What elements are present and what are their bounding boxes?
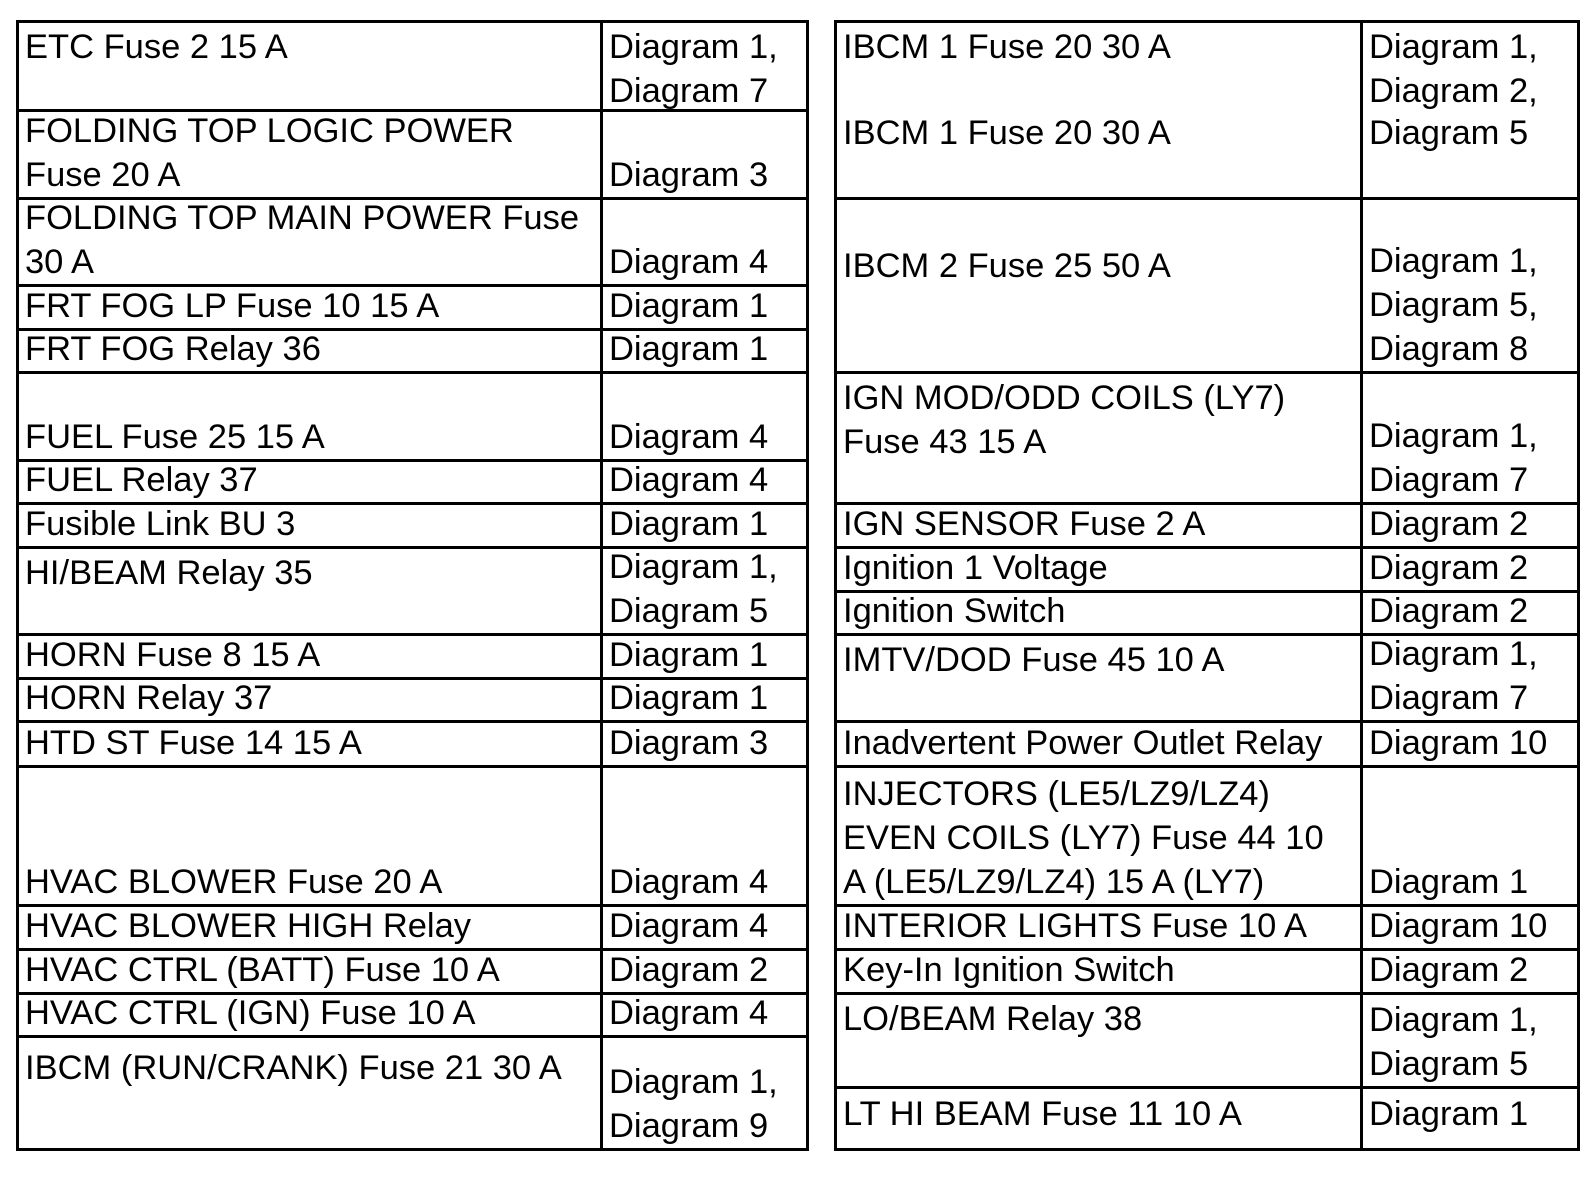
row-name: Key-In Ignition Switch bbox=[843, 951, 1175, 989]
table-row bbox=[837, 992, 1577, 1086]
row-diagram: Diagram 1 bbox=[609, 505, 769, 543]
row-diagram: Diagram 1, Diagram 7 bbox=[1369, 417, 1538, 499]
table-row bbox=[837, 904, 1577, 948]
table-row bbox=[19, 284, 806, 328]
table-row bbox=[837, 502, 1577, 546]
row-name: HORN Relay 37 bbox=[25, 679, 273, 717]
table-row bbox=[19, 765, 806, 904]
row-diagram: Diagram 2 bbox=[1369, 951, 1529, 989]
row-name: IBCM (RUN/CRANK) Fuse 21 30 A bbox=[25, 1049, 562, 1087]
table-row bbox=[19, 633, 806, 677]
row-name: INJECTORS (LE5/LZ9/LZ4) EVEN COILS (LY7) Fuse 44 10 A (LE5/LZ9/LZ4) 15 A (LY7) bbox=[843, 775, 1324, 901]
table-row bbox=[19, 23, 806, 109]
table-row bbox=[19, 459, 806, 502]
row-name: FOLDING TOP LOGIC POWER Fuse 20 A bbox=[25, 112, 514, 194]
row-diagram: Diagram 4 bbox=[609, 863, 769, 901]
row-diagram: Diagram 3 bbox=[609, 724, 769, 762]
row-diagram: Diagram 1 bbox=[609, 287, 769, 325]
row-name: FUEL Fuse 25 15 A bbox=[25, 418, 325, 456]
table-row bbox=[837, 633, 1577, 720]
row-diagram: Diagram 1 bbox=[609, 330, 769, 368]
row-diagram: Diagram 1 bbox=[1369, 1095, 1529, 1133]
row-name: ETC Fuse 2 15 A bbox=[25, 28, 288, 66]
table-row bbox=[19, 904, 806, 948]
row-diagram: Diagram 4 bbox=[609, 994, 769, 1032]
row-name: LO/BEAM Relay 38 bbox=[843, 1000, 1143, 1038]
row-diagram: Diagram 3 bbox=[609, 156, 769, 194]
row-name: Ignition Switch bbox=[843, 592, 1066, 630]
table-row bbox=[837, 765, 1577, 904]
table-row bbox=[837, 720, 1577, 765]
row-name: FOLDING TOP MAIN POWER Fuse 30 A bbox=[25, 199, 580, 281]
table-row bbox=[19, 371, 806, 459]
table-row bbox=[19, 720, 806, 765]
row-name: HTD ST Fuse 14 15 A bbox=[25, 724, 362, 762]
row-diagram: Diagram 1, Diagram 7 bbox=[609, 28, 778, 110]
row-diagram: Diagram 2 bbox=[1369, 592, 1529, 630]
row-diagram: Diagram 5 bbox=[1369, 114, 1529, 152]
row-diagram: Diagram 4 bbox=[609, 907, 769, 945]
row-diagram: Diagram 2 bbox=[1369, 505, 1529, 543]
row-name: HI/BEAM Relay 35 bbox=[25, 554, 313, 592]
table-row bbox=[837, 590, 1577, 633]
row-name: LT HI BEAM Fuse 11 10 A bbox=[843, 1095, 1242, 1133]
row-name: IGN SENSOR Fuse 2 A bbox=[843, 505, 1206, 543]
row-name: INTERIOR LIGHTS Fuse 10 A bbox=[843, 907, 1307, 945]
table-row bbox=[19, 677, 806, 720]
row-name: IBCM 2 Fuse 25 50 A bbox=[843, 247, 1171, 285]
row-diagram: Diagram 2 bbox=[609, 951, 769, 989]
row-name: HVAC BLOWER HIGH Relay bbox=[25, 907, 472, 945]
row-diagram: Diagram 2 bbox=[1369, 549, 1529, 587]
right-fuse-table bbox=[834, 20, 1580, 1151]
table-row bbox=[837, 197, 1577, 371]
row-diagram: Diagram 4 bbox=[609, 243, 769, 281]
table-row bbox=[19, 546, 806, 633]
table-row bbox=[837, 546, 1577, 590]
row-name: HVAC CTRL (BATT) Fuse 10 A bbox=[25, 951, 500, 989]
row-name: HVAC CTRL (IGN) Fuse 10 A bbox=[25, 994, 476, 1032]
row-diagram: Diagram 1 bbox=[1369, 863, 1529, 901]
left-fuse-table bbox=[16, 20, 809, 1151]
table-row bbox=[837, 23, 1577, 155]
row-diagram: Diagram 1, Diagram 5, Diagram 8 bbox=[1369, 242, 1538, 368]
row-name: IGN MOD/ODD COILS (LY7) Fuse 43 15 A bbox=[843, 379, 1286, 461]
row-name: FRT FOG Relay 36 bbox=[25, 330, 321, 368]
table-row bbox=[19, 197, 806, 284]
row-diagram: Diagram 1 bbox=[609, 679, 769, 717]
row-diagram: Diagram 4 bbox=[609, 461, 769, 499]
row-name: Ignition 1 Voltage bbox=[843, 549, 1108, 587]
row-name: Inadvertent Power Outlet Relay bbox=[843, 724, 1323, 762]
row-name: HORN Fuse 8 15 A bbox=[25, 636, 321, 674]
row-name: IBCM 1 Fuse 20 30 A bbox=[843, 28, 1171, 66]
row-name: Fusible Link BU 3 bbox=[25, 505, 296, 543]
row-diagram: Diagram 1, Diagram 7 bbox=[1369, 635, 1538, 717]
row-name: FUEL Relay 37 bbox=[25, 461, 258, 499]
row-diagram: Diagram 1, Diagram 5 bbox=[1369, 1001, 1538, 1083]
row-name: IMTV/DOD Fuse 45 10 A bbox=[843, 641, 1225, 679]
row-diagram: Diagram 10 bbox=[1369, 724, 1548, 762]
table-row bbox=[19, 992, 806, 1035]
row-name: HVAC BLOWER Fuse 20 A bbox=[25, 863, 443, 901]
row-diagram: Diagram 10 bbox=[1369, 907, 1548, 945]
table-row bbox=[19, 109, 806, 197]
table-row bbox=[19, 328, 806, 371]
row-diagram: Diagram 4 bbox=[609, 418, 769, 456]
row-diagram: Diagram 1, Diagram 5 bbox=[609, 548, 778, 630]
row-name: FRT FOG LP Fuse 10 15 A bbox=[25, 287, 440, 325]
table-row bbox=[19, 948, 806, 992]
row-name: IBCM 1 Fuse 20 30 A bbox=[843, 114, 1171, 152]
row-diagram: Diagram 1 bbox=[609, 636, 769, 674]
row-diagram: Diagram 1, Diagram 9 bbox=[609, 1063, 778, 1145]
table-row bbox=[837, 1086, 1577, 1148]
table-row bbox=[837, 948, 1577, 992]
table-row bbox=[19, 502, 806, 546]
row-diagram: Diagram 1, Diagram 2, bbox=[1369, 28, 1538, 110]
table-row bbox=[19, 1035, 806, 1148]
table-row bbox=[837, 371, 1577, 502]
